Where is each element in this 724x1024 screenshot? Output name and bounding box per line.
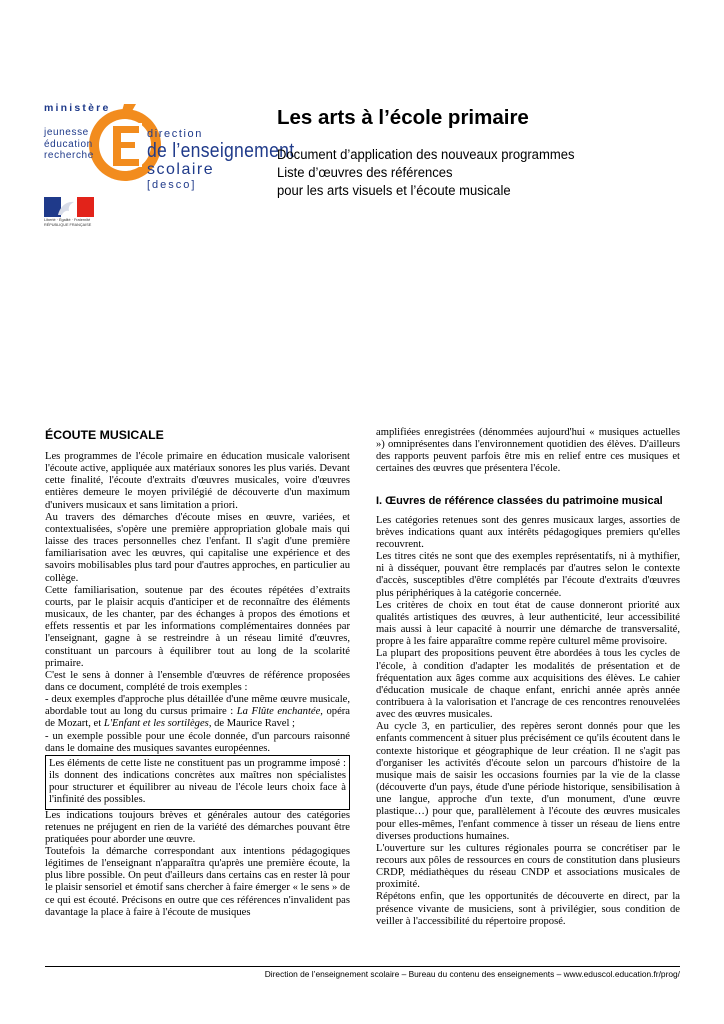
paragraph: Les critères de choix en tout état de cause donneront priorité aux qualités artistiques des œuvres, à leur authenticité, leur accessibilité mais aussi à leur capacité à nourrir une démarche de transversalité, propre à les faire apparaître comme repère culturel même provisoire. [376, 599, 680, 648]
logo-line-desco: [desco] [147, 179, 197, 191]
logo-line-direction: direction [147, 128, 203, 140]
work-title-enfant: L'Enfant et les sortilèges [103, 718, 209, 730]
document-subtitle [277, 146, 574, 200]
republic-motto: Liberté · Égalité · Fraternité RÉPUBLIQUE FRANÇAISE [44, 218, 92, 227]
subtitle-line-1: Document d’application des nouveaux programmes [277, 147, 575, 163]
bullet-item [45, 694, 350, 730]
document-title: Les arts à l’école primaire [277, 106, 529, 129]
bullet-text: , de Maurice Ravel ; [208, 718, 296, 730]
logo-line-recherche: recherche [44, 150, 94, 161]
paragraph: C'est le sens à donner à l'ensemble d'œuvres de référence proposées dans ce document, complété de trois exemples : [45, 669, 350, 693]
paragraph: Cette familiarisation, soutenue par des écoutes répétées d’extraits courts, par le plaisir acquis d'anticiper et de reconnaître des éléments musicaux, de les chanter, par des échanges à propos des émotions et effets ressentis et par les informations complémentaires données par l'enseignant, gagne à se restreindre à un réseau limité d'œuvres, constituant un parcours à équilibrer tout au long de la scolarité primaire. [45, 584, 350, 669]
paragraph: Au cycle 3, en particulier, des repères seront donnés pour que les enfants commencent à situer plus précisément ce qu'ils écoutent dans le contexte historique et géographique de leur création. Il ne s'agit pas d'organiser les activités d'écoute selon un parcours d'histoire de la musique mais de saisir les occasions fournies par la vie de la classe (découverte d'un pays, étude d'une période historique, sensibilisation à une langue, approche d'un texte, d'un monument, d'une œuvre plastique…) pour que, parallèlement à l'écoute des œuvres musicales pour elles-mêmes, l'enfant commence à tisser un réseau de liens entre diverses productions humaines. [376, 721, 680, 842]
boxed-note: Les éléments de cette liste ne constituent pas un programme imposé : ils donnent des indications concrètes aux maîtres non spécialistes pour structurer et équilibrer au niveau de l'école leurs choix face à l'infinité des possibles. [45, 755, 350, 810]
paragraph: Toutefois la démarche correspondant aux intentions pédagogiques légitimes de l'enseignant n'apparaîtra qu'après une première écoute, la plus libre possible. On peut d'ailleurs dans certains cas en rester là pour le plaisir sensoriel et émotif sans chercher à faire émerger « le sens » de ce qui est écouté. Précisons en outre que ces références n'invalident pas davantage la place à faire à l'écoute de musiques [45, 846, 350, 918]
paragraph: Les indications toujours brèves et générales autour des catégories retenues ne préjugent en rien de la variété des démarches pouvant être pratiquées pour aborder une œuvre. [45, 809, 350, 845]
bullet-text: - deux exemples d'approche plus détaillée d'une même œuvre musicale, abordable tout au long du cursus primaire : [45, 694, 350, 718]
footer-divider [45, 966, 680, 967]
work-title-flute: La Flûte enchantée [236, 706, 321, 718]
page-footer: Direction de l’enseignement scolaire – Bureau du contenu des enseignements – www.eduscol.education.fr/prog/ [264, 969, 680, 979]
logo-ministere-text: ministère [44, 102, 111, 114]
bullet-text: , opéra de Mozart, et [45, 706, 350, 730]
marianne-flag-icon [44, 197, 94, 217]
section-title-ecoute-musicale: ÉCOUTE MUSICALE [45, 428, 164, 442]
logo-line-scolaire: scolaire [147, 161, 215, 178]
paragraph: L'ouverture sur les cultures régionales pourra se concrétiser par le recours aux pôles de ressources en cours de constitution dans plusieurs CRDP, médiathèques du réseau CNDP et associations musicales de proximité. [376, 842, 680, 891]
right-column [376, 427, 680, 928]
logo-line-jeunesse: jeunesse [44, 127, 89, 138]
paragraph: amplifiées enregistrées (dénommées aujourd'hui « musiques actuelles ») omniprésentes dans l'environnement quotidien des élèves. D'ailleurs des rapports peuvent parfois être mis en relief entre ces musiques et certaines des œuvres que présentera l'école. [376, 427, 680, 475]
logo-line-enseignement: de l’enseignement [147, 140, 295, 162]
subtitle-line-3: pour les arts visuels et l’écoute musicale [277, 183, 511, 199]
logo-line-education: éducation [44, 138, 93, 150]
paragraph: La plupart des propositions peuvent être abordées à tous les cycles de l'école, à condition d'adapter les modalités de présentation et de fréquentation aux âges comme aux acquisitions des élèves. Le cahier d'éducation musicale de chaque enfant, enrichi année après année contribuera à la valorisation et l'ancrage de ces rencontres renouvelées avec des œuvres musicales. [376, 648, 680, 721]
paragraph: Les catégories retenues sont des genres musicaux larges, assorties de brèves indications quant aux intérêts pédagogiques premiers qu'elles recouvrent. [376, 514, 680, 550]
bullet-item: - un exemple possible pour une école donnée, d'un parcours raisonné dans le domaine des musiques savantes européennes. [45, 730, 350, 754]
logo-left-lines [44, 127, 94, 162]
left-column [45, 427, 350, 919]
paragraph: Au travers des démarches d'écoute mises en œuvre, variées, et contextualisées, s'opère une première appropriation globale mais qui laisse des traces personnelles chez l'enfant. Il s'agit d'une première familiarisation avec les œuvres, qui capitalise une expérience et des savoirs mobilisables plus tard pour d'autres approches, en particulier au collège. [45, 511, 350, 584]
paragraph: Les programmes de l'école primaire en éducation musicale valorisent l'écoute active, appliquée aux matériaux sonores les plus variés. Devant cette finalité, l'écoute d'extraits d'œuvres musicales, voire d'œuvres entières demeure le moyen privilégié de découverte d'un maximum d'univers musicaux et sans limitation a priori. [45, 451, 350, 511]
subtitle-line-2: Liste d’œuvres des références [277, 165, 453, 181]
subsection-title: I. Œuvres de référence classées du patrimoine musical [376, 494, 663, 507]
paragraph: Les titres cités ne sont que des exemples représentatifs, ni à mythifier, ni à disséquer, pouvant être remplacés par d'autres selon le contexte d'accès, susceptibles d'être complétés par l'écoute d'extraits d'œuvres plus périphériques à la catégorie concernée. [376, 551, 680, 599]
paragraph: Répétons enfin, que les opportunités de découverte en direct, par la présence vivante de musiciens, sont à privilégier, sous condition de veiller à l'accessibilité du répertoire proposé. [376, 891, 680, 927]
